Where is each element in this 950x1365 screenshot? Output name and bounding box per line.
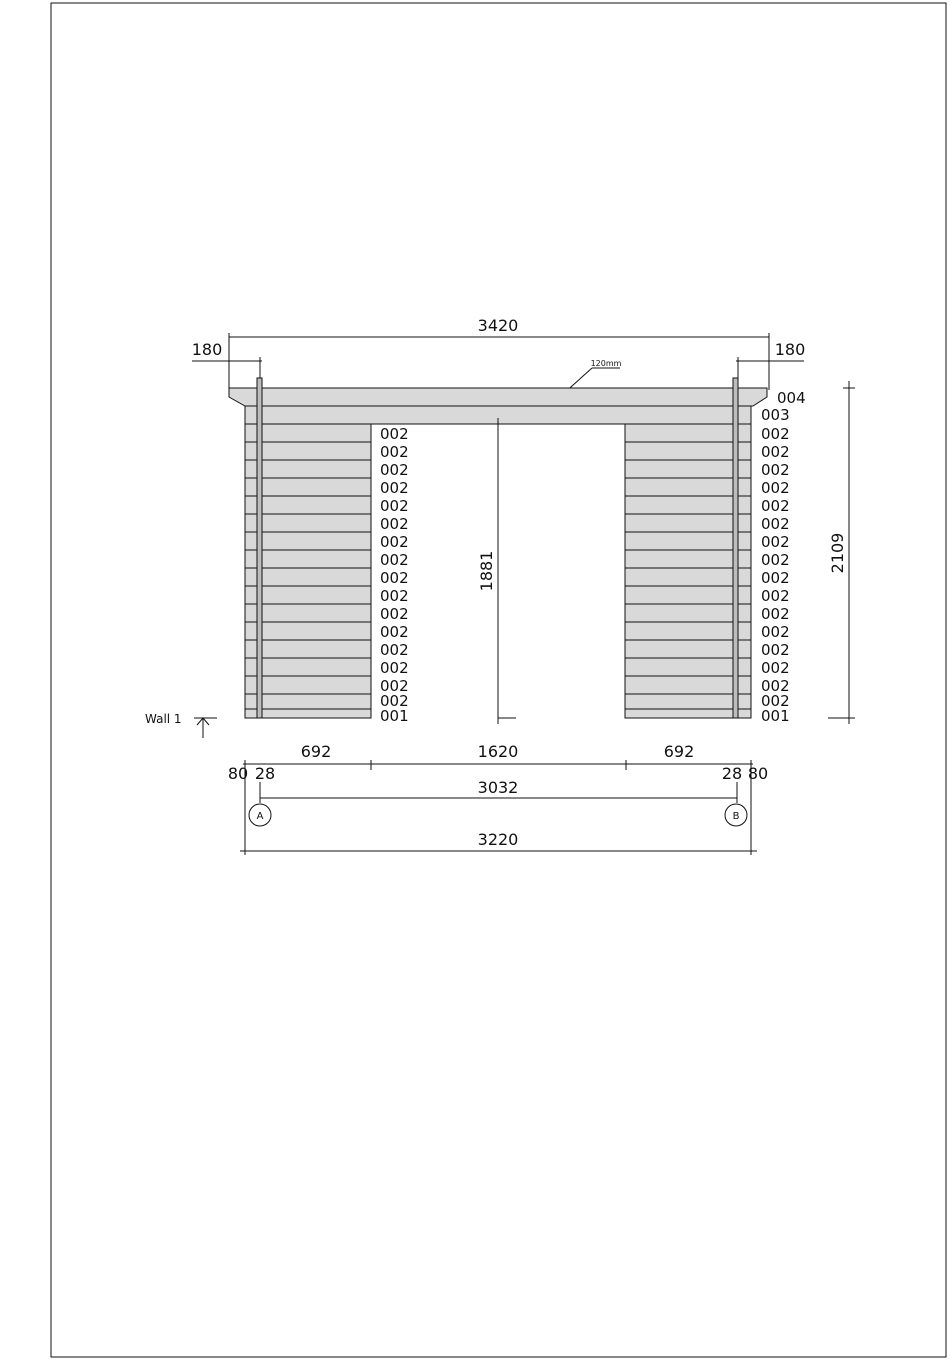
part-labels-left xyxy=(380,425,409,725)
part-label: 002 xyxy=(380,443,409,461)
part-label: 002 xyxy=(761,533,790,551)
part-label: 002 xyxy=(380,677,409,695)
offset-left-inner-dim: 28 xyxy=(254,764,276,783)
part-label: 002 xyxy=(761,659,790,677)
part-label: 002 xyxy=(380,497,409,515)
total-height-dim: 2109 xyxy=(828,532,847,574)
part-label: 002 xyxy=(380,425,409,443)
bottom-dimensions xyxy=(228,742,768,855)
segment-middle-dim: 1620 xyxy=(477,742,519,761)
roof-note: 120mm xyxy=(590,359,622,368)
overall-width-dim: 3420 xyxy=(477,316,519,335)
part-label: 002 xyxy=(380,461,409,479)
offset-right-inner-dim: 28 xyxy=(721,764,743,783)
part-label: 002 xyxy=(761,461,790,479)
part-label-bottom: 001 xyxy=(380,707,409,725)
part-label: 002 xyxy=(380,569,409,587)
overhang-right-dim: 180 xyxy=(774,340,806,359)
part-label: 002 xyxy=(761,641,790,659)
part-label: 002 xyxy=(380,551,409,569)
door-height-dim: 1881 xyxy=(477,550,496,592)
part-label: 002 xyxy=(380,605,409,623)
part-label: 002 xyxy=(380,515,409,533)
roof-board-004 xyxy=(229,388,767,406)
segment-left-dim: 692 xyxy=(300,742,332,761)
offset-left-outer-dim: 80 xyxy=(227,764,249,783)
segment-right-dim: 692 xyxy=(663,742,695,761)
part-label: 002 xyxy=(761,605,790,623)
base-width-dim: 3220 xyxy=(477,830,519,849)
part-label: 002 xyxy=(761,515,790,533)
right-wall xyxy=(625,378,751,718)
axis-b-label: B xyxy=(732,811,740,822)
wall-marker xyxy=(145,712,217,738)
part-label: 002 xyxy=(761,497,790,515)
part-label-top: 004 xyxy=(777,389,806,407)
wall-label: Wall 1 xyxy=(145,712,182,726)
right-post xyxy=(733,378,738,718)
part-label: 002 xyxy=(761,587,790,605)
part-label-lintel: 003 xyxy=(761,406,790,424)
part-labels-right xyxy=(761,389,806,725)
part-label: 002 xyxy=(761,677,790,695)
part-label: 002 xyxy=(761,692,790,710)
part-label: 002 xyxy=(761,569,790,587)
part-label: 002 xyxy=(761,551,790,569)
part-label-bottom: 001 xyxy=(761,707,790,725)
part-label: 002 xyxy=(380,479,409,497)
axis-span-dim: 3032 xyxy=(477,778,519,797)
door-height-dimension xyxy=(477,418,516,724)
part-label: 002 xyxy=(380,587,409,605)
part-label: 002 xyxy=(761,479,790,497)
part-label: 002 xyxy=(380,533,409,551)
part-label: 002 xyxy=(380,623,409,641)
part-label: 002 xyxy=(380,692,409,710)
part-label: 002 xyxy=(761,443,790,461)
left-post xyxy=(257,378,262,718)
total-height-dimension xyxy=(828,381,855,724)
axis-a-label: A xyxy=(256,811,264,822)
part-label: 002 xyxy=(380,641,409,659)
part-label: 002 xyxy=(380,659,409,677)
left-wall xyxy=(245,378,371,718)
part-label: 002 xyxy=(761,623,790,641)
offset-right-outer-dim: 80 xyxy=(747,764,769,783)
part-label: 002 xyxy=(761,425,790,443)
overhang-left-dim: 180 xyxy=(191,340,223,359)
top-dimensions xyxy=(192,316,806,395)
